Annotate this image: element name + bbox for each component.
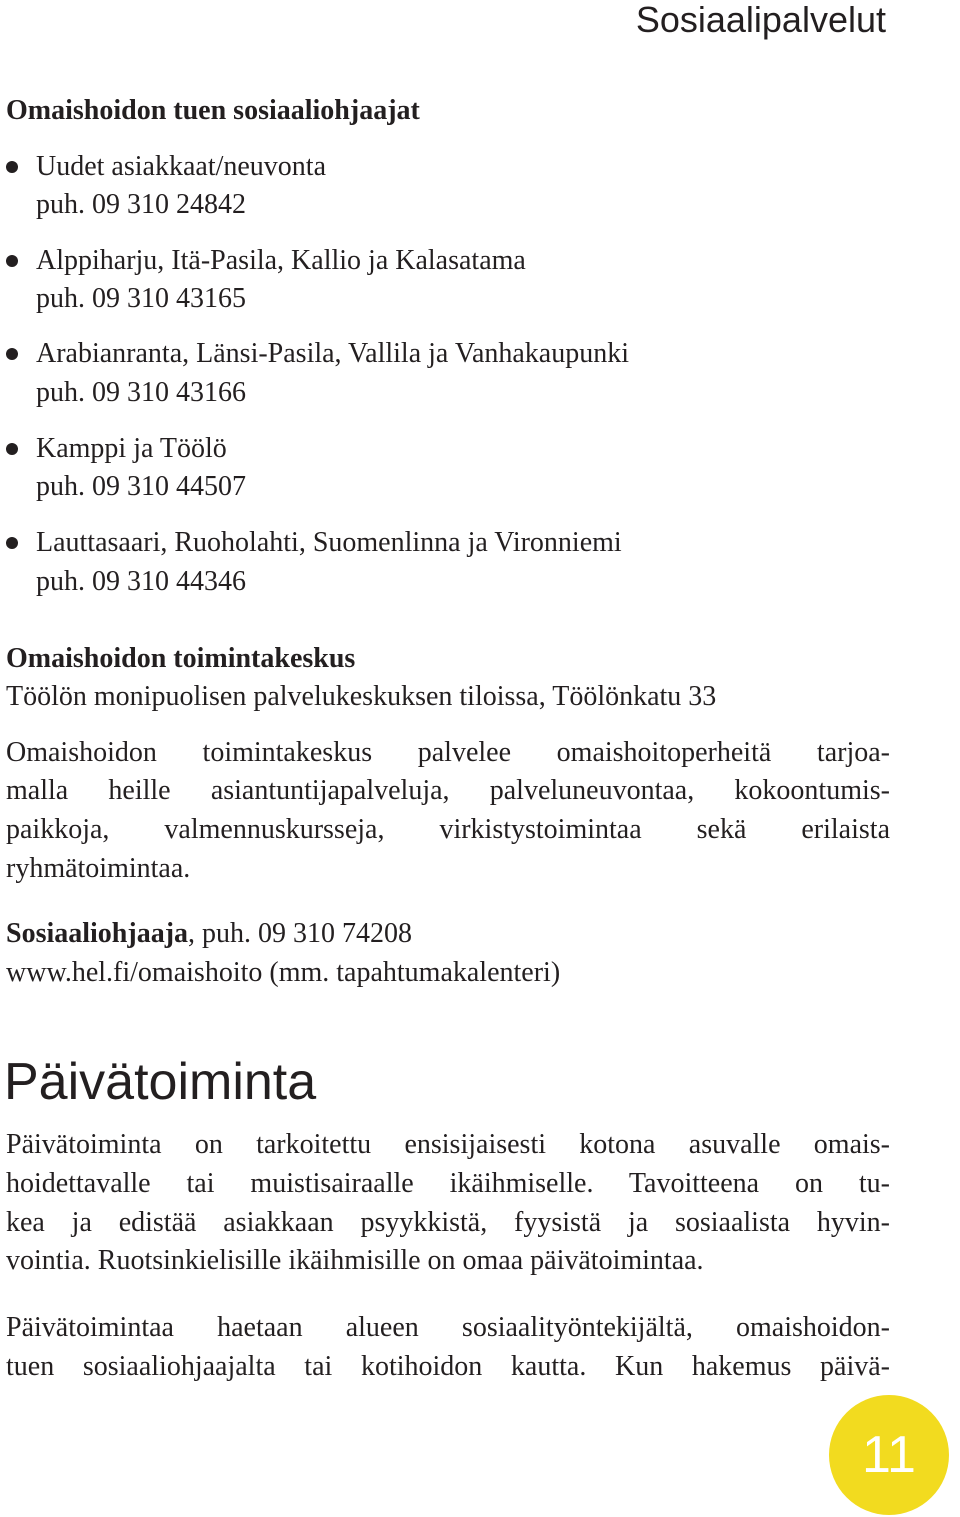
bullet-icon bbox=[6, 443, 18, 455]
text-line: Omaishoidon toimintakeskus palvelee omaishoitoperheitä tarjoa- bbox=[6, 737, 890, 768]
text-line: hoidettavalle tai muistisairaalle ikäihmiselle. Tavoitteena on tu- bbox=[6, 1168, 890, 1199]
text-line: ryhmätoimintaa. bbox=[6, 853, 191, 884]
contact-label: Sosiaaliohjaaja bbox=[6, 918, 189, 949]
list-item-title: Kamppi ja Töölö bbox=[36, 433, 227, 464]
bullet-icon bbox=[6, 161, 18, 173]
social-workers-heading: Omaishoidon tuen sosiaaliohjaajat bbox=[6, 95, 420, 126]
center-heading: Omaishoidon toimintakeskus bbox=[6, 643, 356, 674]
day-activity-heading: Päivätoiminta bbox=[4, 1053, 317, 1111]
list-item-phone: puh. 09 310 44507 bbox=[36, 471, 246, 502]
running-header: Sosiaalipalvelut bbox=[635, 0, 886, 40]
list-item-title: Arabianranta, Länsi-Pasila, Vallila ja Vanhakaupunki bbox=[36, 338, 630, 369]
text-line: tuen sosiaaliohjaajalta tai kotihoidon kautta. Kun hakemus päivä- bbox=[6, 1351, 890, 1382]
bullet-icon bbox=[6, 255, 18, 267]
page-number-badge bbox=[829, 1395, 949, 1515]
list-item-title: Lauttasaari, Ruoholahti, Suomenlinna ja Vironniemi bbox=[36, 527, 622, 558]
page-number: 11 bbox=[862, 1426, 916, 1484]
bullet-icon bbox=[6, 348, 18, 360]
list-item-phone: puh. 09 310 43165 bbox=[36, 283, 246, 314]
list-item-phone: puh. 09 310 44346 bbox=[36, 566, 246, 597]
text-line: kea ja edistää asiakkaan psyykkistä, fyysistä ja sosiaalista hyvin- bbox=[6, 1207, 890, 1238]
text-line: Päivätoimintaa haetaan alueen sosiaalityöntekijältä, omaishoidon- bbox=[6, 1312, 890, 1343]
list-item-title: Alppiharju, Itä-Pasila, Kallio ja Kalasatama bbox=[36, 245, 526, 276]
contact-phone: , puh. 09 310 74208 bbox=[188, 918, 413, 949]
text-line: malla heille asiantuntijapalveluja, palveluneuvontaa, kokoontumis- bbox=[6, 775, 890, 806]
text-line: vointia. Ruotsinkielisille ikäihmisille on omaa päivätoimintaa. bbox=[6, 1245, 704, 1276]
bullet-icon bbox=[6, 537, 18, 549]
text-line: paikkoja, valmennuskursseja, virkistystoimintaa sekä erilaista bbox=[6, 814, 890, 845]
center-contact bbox=[6, 918, 412, 950]
list-item-phone: puh. 09 310 43166 bbox=[36, 377, 246, 408]
list-item-title: Uudet asiakkaat/neuvonta bbox=[36, 151, 327, 182]
center-location: Töölön monipuolisen palvelukeskuksen tiloissa, Töölönkatu 33 bbox=[6, 681, 717, 712]
text-line: Päivätoiminta on tarkoitettu ensisijaisesti kotona asuvalle omais- bbox=[6, 1129, 890, 1160]
list-item-phone: puh. 09 310 24842 bbox=[36, 189, 246, 220]
center-web-link[interactable]: www.hel.fi/omaishoito (mm. tapahtumakalenteri) bbox=[6, 957, 561, 988]
